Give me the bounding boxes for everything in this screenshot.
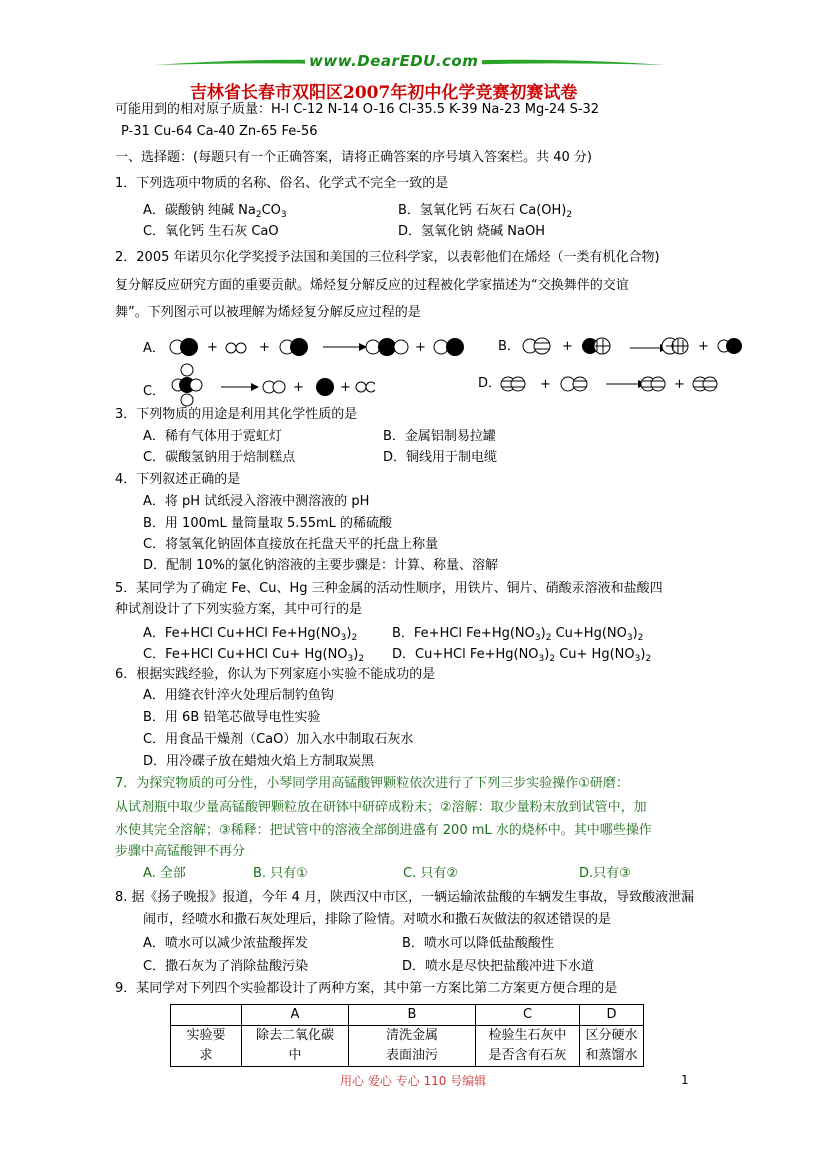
q2-line3: 舞”。下列图示可以被理解为烯烃复分解反应过程的是 <box>115 305 421 320</box>
svg-text:+: + <box>415 340 426 355</box>
table-cell: 区分硬水 和蒸馏水 <box>580 1026 644 1067</box>
q3-option-c: C．碳酸氢钠用于焙制糕点 <box>143 450 296 465</box>
q2-line2: 复分解反应研究方面的重要贡献。烯烃复分解反应的过程被化学家描述为“交换舞伴的交谊 <box>115 278 629 293</box>
q7-line4: 步骤中高锰酸钾不再分 <box>115 844 246 859</box>
table-cell: 检验生石灰中 是否含有石灰 <box>476 1026 580 1067</box>
page-number: 1 <box>681 1073 689 1087</box>
table-header-cell: B <box>349 1005 476 1026</box>
q6-stem: 6．根据实践经验，你认为下列家庭小实验不能成功的是 <box>115 667 436 682</box>
q6-option-a: A．用缝衣针淬火处理后制钓鱼钩 <box>143 688 334 703</box>
q4-option-a: A．将 pH 试纸浸入溶液中测溶液的 pH <box>143 494 370 509</box>
q7-option-b: B. 只有① <box>253 866 308 881</box>
table-header-cell <box>171 1005 242 1026</box>
table-header-cell: C <box>476 1005 580 1026</box>
table-row <box>171 1026 644 1067</box>
q2-option-b-diagram <box>520 332 760 362</box>
table-cell: 清洗金属 表面油污 <box>349 1026 476 1067</box>
q4-option-b: B．用 100mL 量筒量取 5.55mL 的稀硫酸 <box>143 516 393 531</box>
q3-option-b: B．金属铝制易拉罐 <box>383 429 496 444</box>
q7-option-d: D.只有③ <box>579 866 631 881</box>
footer-text: 用心 爱心 专心 110 号编辑 <box>340 1074 487 1088</box>
q8-option-d: D．喷水是尽快把盐酸冲进下水道 <box>402 959 595 974</box>
table-header-cell: D <box>580 1005 644 1026</box>
q4-option-c: C．将氢氧化钠固体直接放在托盘天平的托盘上称量 <box>143 537 439 552</box>
q7-line2: 从试剂瓶中取少量高锰酸钾颗粒放在研钵中研碎成粉末；②溶解：取少量粉末放到试管中，加 <box>115 800 647 815</box>
q2-option-b-label: B． <box>498 339 520 354</box>
section-heading: 一、选择题：(每题只有一个正确答案，请将正确答案的序号填入答案栏。共 40 分) <box>115 150 592 165</box>
svg-text:+: + <box>562 339 573 354</box>
svg-text:+: + <box>340 380 351 395</box>
q7-option-a: A. 全部 <box>143 866 186 881</box>
q1-stem: 1．下列选项中物质的名称、俗名、化学式不完全一致的是 <box>115 176 449 191</box>
atomic-masses-line2: P-31 Cu-64 Ca-40 Zn-65 Fe-56 <box>121 124 318 139</box>
svg-text:+: + <box>540 377 551 392</box>
q8-option-a: A．喷水可以减少浓盐酸挥发 <box>143 936 308 951</box>
q2-option-a-diagram <box>165 332 485 362</box>
svg-text:+: + <box>674 377 685 392</box>
q4-stem: 4．下列叙述正确的是 <box>115 472 241 487</box>
svg-text:+: + <box>207 340 218 355</box>
q9-table <box>170 1004 644 1067</box>
q2-option-a-label: A． <box>143 341 165 356</box>
q7-line1: 7．为探究物质的可分性，小琴同学用高锰酸钾颗粒依次进行了下列三步实验操作①研磨： <box>115 776 629 791</box>
q2-option-d-label: D． <box>478 376 502 391</box>
table-header-row <box>171 1005 644 1026</box>
q1-option-d: D．氢氧化钠 烧碱 NaOH <box>398 224 545 239</box>
svg-text:+: + <box>259 340 270 355</box>
q5-line1: 5．某同学为了确定 Fe、Cu、Hg 三种金属的活动性顺序，用铁片、铜片、硝酸汞溶液和盐酸四 <box>115 581 663 596</box>
svg-text:+: + <box>698 339 709 354</box>
table-header-cell: A <box>242 1005 349 1026</box>
brand-url: www.DearEDU.com <box>305 52 482 70</box>
q5-line2: 种试剂设计了下列实验方案，其中可行的是 <box>115 602 363 617</box>
q1-option-c: C．氧化钙 生石灰 CaO <box>143 224 279 239</box>
q4-option-d: D．配制 10%的氯化钠溶液的主要步骤是：计算、称量、溶解 <box>143 558 499 573</box>
q8-line1: 8. 据《扬子晚报》报道，今年 4 月，陕西汉中市区，一辆运输浓盐酸的车辆发生事故，导致酸液泄漏 <box>115 890 695 905</box>
svg-text:+: + <box>293 380 304 395</box>
q1-option-a: A．碳酸钠 纯碱 $Na_2CO_3$ <box>143 203 287 220</box>
q6-option-b: B．用 6B 铅笔芯做导电性实验 <box>143 710 321 725</box>
q3-option-a: A．稀有气体用于霓虹灯 <box>143 429 282 444</box>
q2-line1: 2．2005 年诺贝尔化学奖授予法国和美国的三位科学家，以表彰他们在烯烃（一类有机化合物) <box>115 250 660 265</box>
table-row-label: 实验要 求 <box>171 1026 242 1067</box>
q7-option-c: C. 只有② <box>403 866 458 881</box>
page-title: 吉林省长春市双阳区2007年初中化学竞赛初赛试卷 <box>190 83 578 103</box>
atomic-masses-line1: 可能用到的相对原子质量：H-l C-12 N-14 O-16 Cl-35.5 K-39 Na-23 Mg-24 S-32 <box>115 102 600 117</box>
q8-option-c: C．撒石灰为了消除盐酸污染 <box>143 959 309 974</box>
q7-line3: 水使其完全溶解；③稀释：把试管中的溶液全部倒进盛有 200 mL 水的烧杯中。其中哪些操作 <box>115 823 652 838</box>
q3-option-d: D．铜线用于制电缆 <box>383 450 498 465</box>
q2-option-d-diagram <box>498 370 748 398</box>
q1-option-b: B．氢氧化钙 石灰石 $Ca(OH)_2$ <box>398 203 573 220</box>
q2-option-c-diagram <box>165 360 375 410</box>
q5-option-a: A．Fe+HCl Cu+HCl $Fe+Hg(NO_3)_2$ <box>143 626 358 643</box>
q3-stem: 3．下列物质的用途是利用其化学性质的是 <box>115 407 358 422</box>
q6-option-d: D．用冷碟子放在蜡烛火焰上方制取炭黑 <box>143 754 375 769</box>
q8-line2: 闹市，经喷水和撒石灰处理后，排除了险情。对喷水和撒石灰做法的叙述错误的是 <box>143 912 612 927</box>
q5-option-c: C．Fe+HCl Cu+HCl $Cu+ Hg(NO_3)_2$ <box>143 647 365 664</box>
table-cell: 除去二氧化碳 中 <box>242 1026 349 1067</box>
q8-option-b: B．喷水可以降低盐酸酸性 <box>402 936 554 951</box>
q6-option-c: C．用食品干燥剂（CaO）加入水中制取石灰水 <box>143 732 414 747</box>
q5-option-d: D．Cu+HCl $Fe+Hg(NO_3)_2$ $Cu+ Hg(NO_3)_2$ <box>392 647 652 664</box>
q2-option-c-label: C． <box>143 384 166 399</box>
q5-option-b: B．Fe+HCl $Fe+Hg(NO_3)_2$ $Cu+Hg(NO_3)_2$ <box>392 626 644 643</box>
q9-stem: 9．某同学对下列四个实验都设计了两种方案，其中第一方案比第二方案更方便合理的是 <box>115 981 618 996</box>
